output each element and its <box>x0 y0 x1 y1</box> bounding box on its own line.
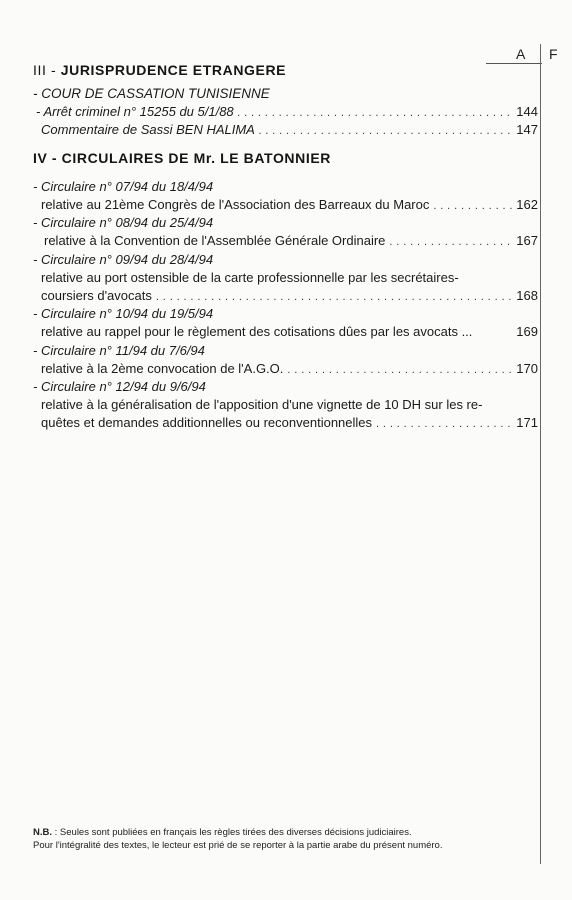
toc-entry-text: coursiers d'avocats <box>41 288 152 303</box>
toc-entry-page: 171 <box>516 415 538 430</box>
toc-entry <box>44 232 538 250</box>
toc-entry-text: relative à la 2ème convocation de l'A.G.O. <box>41 361 284 376</box>
toc-entry-text: relative au rappel pour le règlement des cotisations dûes par les avocats ... <box>41 324 473 339</box>
dot-leader <box>156 288 512 306</box>
toc-entry <box>41 323 538 341</box>
toc-entry-text: relative à la généralisation de l'apposition d'une vignette de 10 DH sur les re- <box>41 397 483 412</box>
dot-leader <box>287 361 512 379</box>
toc-entry <box>41 414 538 432</box>
circular-heading: - Circulaire n° 12/94 du 9/6/94 <box>33 379 206 394</box>
court-name: - COUR DE CASSATION TUNISIENNE <box>33 86 270 101</box>
toc-entry-text: quêtes et demandes additionnelles ou reconventionnelles <box>41 415 373 430</box>
toc-entry <box>41 196 538 214</box>
toc-entry-text: Commentaire de Sassi BEN HALIMA <box>41 122 255 137</box>
circular-heading: - Circulaire n° 07/94 du 18/4/94 <box>33 179 214 194</box>
circular-heading: - Circulaire n° 11/94 du 7/6/94 <box>33 343 205 358</box>
toc-entry-text: relative au 21ème Congrès de l'Association des Barreaux du Maroc <box>41 197 430 212</box>
footnote <box>33 826 442 852</box>
toc-entry-page: 168 <box>516 288 538 303</box>
dot-leader <box>259 122 512 140</box>
toc-entry-page: 170 <box>516 361 538 376</box>
dot-leader <box>389 233 512 251</box>
footnote-line-2: Pour l'intégralité des textes, le lecteur est prié de se reporter à la partie arabe du présent numéro. <box>33 840 443 851</box>
section-3-numeral: III - <box>33 62 61 78</box>
dot-leader <box>238 104 512 122</box>
toc-entry-page: 169 <box>516 324 538 339</box>
toc-entry-text: relative à la Convention de l'Assemblée Générale Ordinaire <box>44 233 386 248</box>
dot-leader <box>433 197 512 215</box>
toc-entry-text: - Arrêt criminel n° 15255 du 5/1/88 <box>36 104 234 119</box>
tab-divider-horizontal <box>486 63 542 64</box>
footnote-text: : Seules sont publiées en français les règles tirées des diverses décisions judiciaires. <box>52 827 412 838</box>
footnote-line-1 <box>33 826 442 839</box>
section-3-heading <box>33 62 286 78</box>
toc-entry-page: 147 <box>516 122 538 137</box>
toc-entry-page: 167 <box>516 233 538 248</box>
footnote-label: N.B. <box>33 827 52 838</box>
margin-rule <box>540 44 541 864</box>
toc-entry <box>36 103 538 121</box>
toc-entry-page: 162 <box>516 197 538 212</box>
toc-entry <box>41 360 538 378</box>
toc-entry-page: 144 <box>516 104 538 119</box>
dot-leader <box>376 415 512 433</box>
section-4-title: IV - CIRCULAIRES DE Mr. LE BATONNIER <box>33 150 331 166</box>
circular-heading: - Circulaire n° 09/94 du 28/4/94 <box>33 252 214 267</box>
tab-letter-a: A <box>516 46 526 62</box>
section-3-title: JURISPRUDENCE ETRANGERE <box>60 62 287 78</box>
toc-entry <box>41 121 538 139</box>
toc-entry-text: relative au port ostensible de la carte professionnelle par les secrétaires- <box>41 270 459 285</box>
circular-heading: - Circulaire n° 08/94 du 25/4/94 <box>33 215 214 230</box>
toc-entry <box>41 287 538 305</box>
circular-heading: - Circulaire n° 10/94 du 19/5/94 <box>33 306 214 321</box>
tab-letter-f: F <box>549 46 558 62</box>
